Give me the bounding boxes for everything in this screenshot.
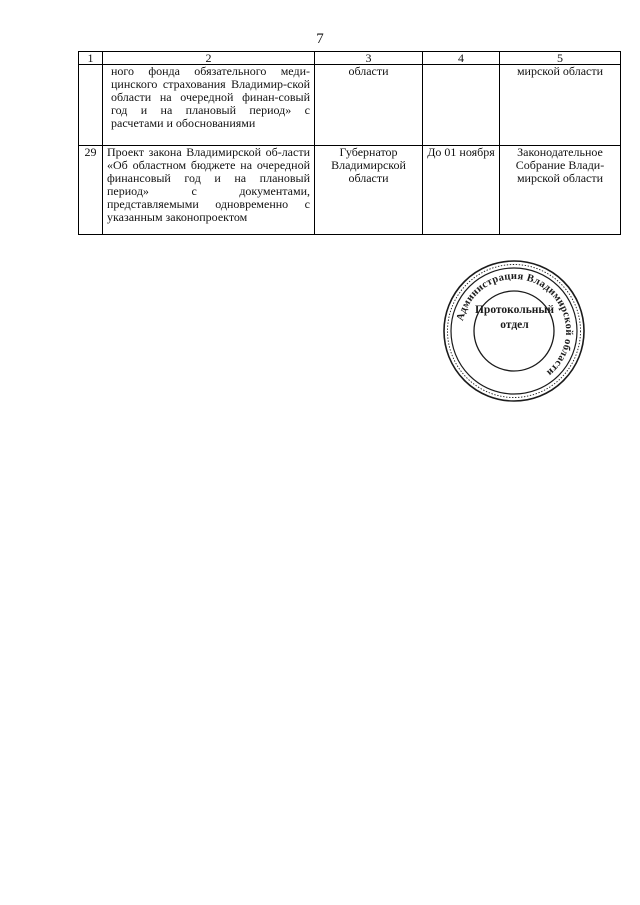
row-number bbox=[79, 65, 103, 146]
stamp-center-line-1: Протокольный bbox=[474, 304, 555, 316]
header-col-1: 1 bbox=[79, 52, 103, 65]
row-number: 29 bbox=[79, 146, 103, 235]
table-row bbox=[79, 65, 621, 146]
row-recipient: мирской области bbox=[500, 65, 621, 146]
row-deadline bbox=[423, 65, 500, 146]
stamp-center-line-2: отдел bbox=[500, 319, 529, 331]
header-col-5: 5 bbox=[500, 52, 621, 65]
header-col-4: 4 bbox=[423, 52, 500, 65]
stamp-ring-text: Администрация Владимирской области bbox=[455, 270, 575, 379]
table-row bbox=[79, 146, 621, 235]
header-col-2: 2 bbox=[103, 52, 315, 65]
row-title: ного фонда обязательного меди-цинского страхования Владимир-ской области на очередной финан-совый год и на плановый период» с расчетами и обоснованиями bbox=[103, 65, 315, 146]
row-responsible: области bbox=[315, 65, 423, 146]
header-col-3: 3 bbox=[315, 52, 423, 65]
stamp-center-text bbox=[468, 303, 561, 333]
official-stamp bbox=[441, 258, 587, 404]
row-responsible: Губернатор Владимирской области bbox=[315, 146, 423, 235]
page-number: 7 bbox=[316, 31, 324, 47]
row-deadline: До 01 ноября bbox=[423, 146, 500, 235]
table-header-row bbox=[79, 52, 621, 65]
document-table bbox=[78, 51, 621, 235]
row-recipient: Законодательное Собрание Влади-мирской области bbox=[500, 146, 621, 235]
row-title: Проект закона Владимирской об-ласти «Об областном бюджете на очередной финансовый год и на плановый период» с документами, представляемыми одновременно с указанным законопроектом bbox=[103, 146, 315, 235]
